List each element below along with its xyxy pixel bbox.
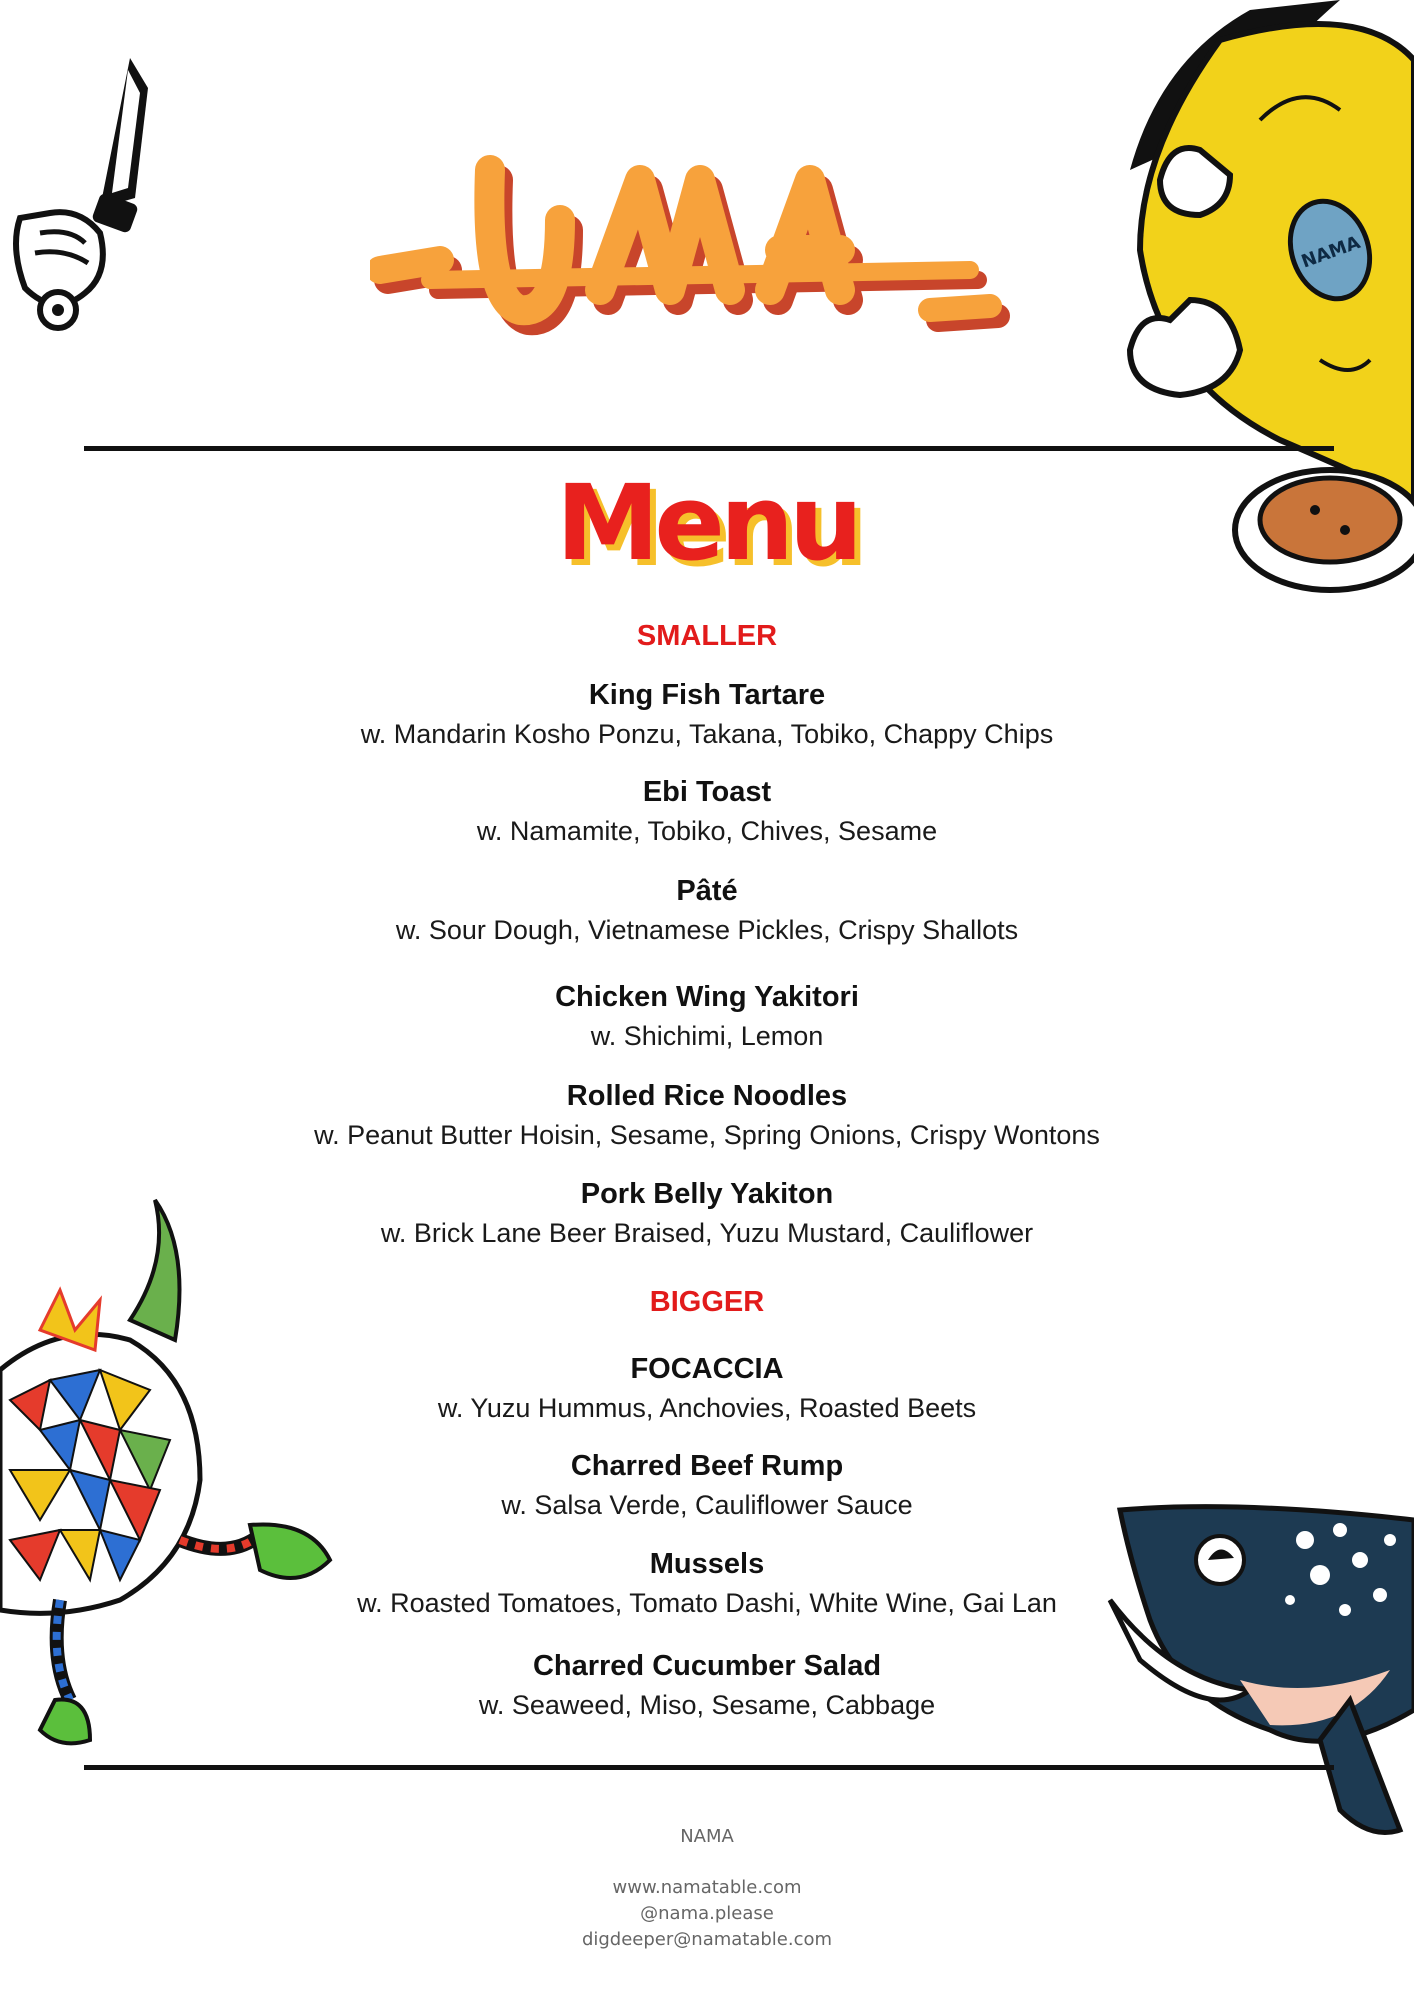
top-divider — [84, 446, 1334, 451]
item-description: w. Peanut Butter Hoisin, Sesame, Spring Onions, Crispy Wontons — [314, 1120, 1100, 1150]
menu-item — [0, 676, 1414, 754]
item-description: w. Salsa Verde, Cauliflower Sauce — [501, 1490, 913, 1520]
menu-title: Menu — [555, 462, 859, 584]
item-name: Charred Cucumber Salad — [532, 1650, 882, 1682]
menu-item — [0, 978, 1414, 1056]
menu-item — [0, 1545, 1414, 1623]
section-heading-smaller: SMALLER — [636, 620, 778, 652]
item-description: w. Roasted Tomatoes, Tomato Dashi, White Wine, Gai Lan — [357, 1588, 1057, 1618]
item-name: FOCACCIA — [630, 1353, 784, 1385]
bottom-divider — [84, 1765, 1334, 1770]
menu-item — [0, 773, 1414, 851]
item-name: Pork Belly Yakiton — [580, 1178, 834, 1210]
item-name: Pâté — [676, 875, 738, 907]
item-description: w. Seaweed, Miso, Sesame, Cabbage — [478, 1690, 936, 1720]
item-description: w. Brick Lane Beer Braised, Yuzu Mustard, Cauliflower — [380, 1218, 1034, 1248]
menu-item — [0, 1350, 1414, 1428]
item-name: Ebi Toast — [642, 776, 772, 808]
item-description: w. Sour Dough, Vietnamese Pickles, Crispy Shallots — [395, 915, 1019, 945]
menu-item — [0, 1175, 1414, 1253]
item-description: w. Yuzu Hummus, Anchovies, Roasted Beets — [437, 1393, 977, 1423]
footer-website-link[interactable]: www.namatable.com — [612, 1877, 802, 1898]
section-heading-bigger: BIGGER — [649, 1286, 765, 1318]
footer-email-link[interactable]: digdeeper@namatable.com — [581, 1929, 833, 1950]
menu-item — [0, 1447, 1414, 1525]
menu-item — [0, 1647, 1414, 1725]
footer-instagram-link[interactable]: @nama.please — [640, 1903, 774, 1924]
item-name: King Fish Tartare — [588, 679, 826, 711]
menu-item — [0, 872, 1414, 950]
svg-text:NAMA: NAMA — [1298, 232, 1364, 273]
item-name: Charred Beef Rump — [570, 1450, 844, 1482]
item-name: Rolled Rice Noodles — [566, 1080, 848, 1112]
knife-hand-illustration — [0, 48, 160, 348]
item-name: Mussels — [649, 1548, 765, 1580]
nama-logo — [370, 110, 1020, 370]
item-description: w. Mandarin Kosho Ponzu, Takana, Tobiko, Chappy Chips — [360, 719, 1054, 749]
item-description: w. Shichimi, Lemon — [590, 1021, 824, 1051]
item-name: Chicken Wing Yakitori — [555, 981, 859, 1013]
footer-brand: NAMA — [680, 1826, 734, 1847]
menu-item — [0, 1077, 1414, 1155]
item-description: w. Namamite, Tobiko, Chives, Sesame — [476, 816, 938, 846]
